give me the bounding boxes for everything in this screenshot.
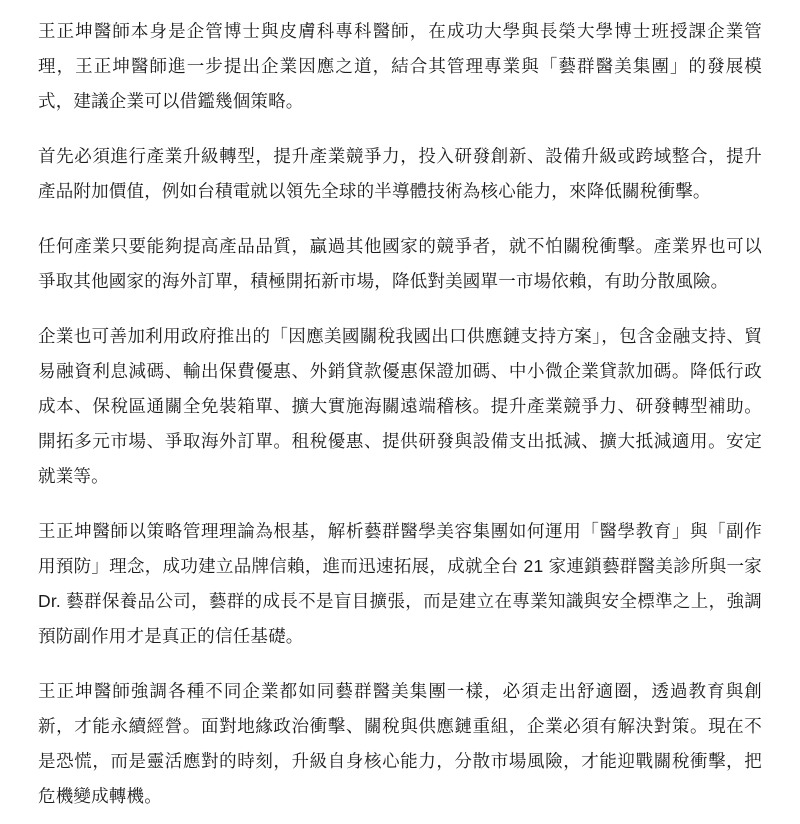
article-paragraph: 企業也可善加利用政府推出的「因應美國關稅我國出口供應鏈支持方案」，包含金融支持、貿易融資利息減碼、輸出保費優惠、外銷貸款優惠保證加碼、中小微企業貸款加碼。降低行政成本、保稅區通關全免裝箱單、擴大實施海關遠端稽核。提升產業競爭力、研發轉型補助。開拓多元市場、爭取海外訂單。租稅優惠、提供研發與設備支出抵減、擴大抵減適用。安定就業等。 <box>38 326 762 486</box>
article-paragraph: 王正坤醫師強調各種不同企業都如同藝群醫美集團一樣，必須走出舒適圈，透過教育與創新，才能永續經營。面對地緣政治衝擊、關稅與供應鏈重組，企業必須有解決對策。現在不是恐慌，而是靈活應對的時刻，升級自身核心能力，分散市場風險，才能迎戰關稅衝擊，把危機變成轉機。 <box>38 681 762 806</box>
article-paragraph: 王正坤醫師本身是企管博士與皮膚科專科醫師，在成功大學與長榮大學博士班授課企業管理，王正坤醫師進一步提出企業因應之道，結合其管理專業與「藝群醫美集團」的發展模式，建議企業可以借鑑幾個策略。 <box>38 21 762 111</box>
article-paragraph: 首先必須進行產業升級轉型，提升產業競爭力，投入研發創新、設備升級或跨域整合，提升產品附加價值，例如台積電就以領先全球的半導體技術為核心能力，來降低關稅衝擊。 <box>38 146 762 201</box>
article-paragraph: 王正坤醫師以策略管理理論為根基，解析藝群醫學美容集團如何運用「醫學教育」與「副作用預防」理念，成功建立品牌信賴，進而迅速拓展，成就全台 21 家連鎖藝群醫美診所與一家 Dr. 藝群保養品公司，藝群的成長不是盲目擴張，而是建立在專業知識與安全標準之上，強調預防副作用才是真正的信任基礎。 <box>38 521 762 646</box>
article-paragraph: 任何產業只要能夠提高產品品質，贏過其他國家的競爭者，就不怕關稅衝擊。產業界也可以爭取其他國家的海外訂單，積極開拓新市場，降低對美國單一市場依賴，有助分散風險。 <box>38 236 762 291</box>
